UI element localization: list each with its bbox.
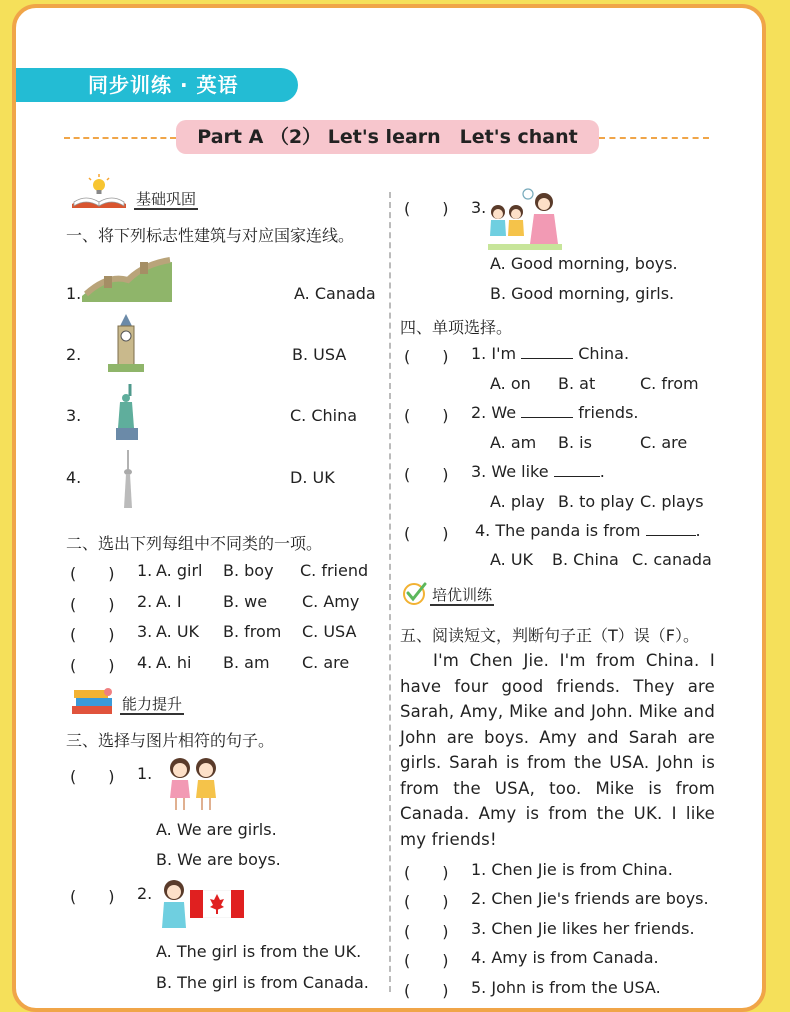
q3-item-1-b: B. We are boys. xyxy=(156,850,281,869)
q4-item-1-blank[interactable] xyxy=(521,344,573,359)
q5-item-4-text: 4. Amy is from Canada. xyxy=(471,948,659,967)
q2-item-4-num: 4. xyxy=(137,653,153,672)
section-excellent-label: 培优训练 xyxy=(432,586,493,604)
q4-item-2-b: B. is xyxy=(558,433,592,452)
q3-item-3-paren[interactable]: ( ) xyxy=(404,199,449,218)
statue-of-liberty-icon xyxy=(114,382,140,440)
q3-item-2-b: B. The girl is from Canada. xyxy=(156,973,369,992)
q4-item-4-stem: 4. The panda is from . xyxy=(475,521,701,540)
q5-item-3-paren[interactable]: ( ) xyxy=(404,922,449,941)
q5-item-1-text: 1. Chen Jie is from China. xyxy=(471,860,673,879)
big-ben-icon xyxy=(108,314,144,372)
q1-item-4-country: D. UK xyxy=(290,468,335,487)
q3-title: 三、选择与图片相符的句子。 xyxy=(66,731,275,750)
q2-item-1-a: A. girl xyxy=(156,561,203,580)
q4-item-2-c: C. are xyxy=(640,433,688,452)
two-girls-icon xyxy=(162,754,224,814)
q5-item-5-paren[interactable]: ( ) xyxy=(404,981,449,1000)
canada-flag-icon xyxy=(190,890,244,918)
q5-item-4-paren[interactable]: ( ) xyxy=(404,951,449,970)
q4-item-3-b: B. to play xyxy=(558,492,635,511)
q3-item-3-b: B. Good morning, girls. xyxy=(490,284,675,303)
q4-item-4-b: B. China xyxy=(552,550,619,569)
books-icon xyxy=(70,686,116,716)
cn-tower-icon xyxy=(118,450,138,508)
q2-item-1-b: B. boy xyxy=(223,561,274,580)
q2-item-3-a: A. UK xyxy=(156,622,200,641)
q1-item-3-num: 3. xyxy=(66,406,82,425)
q4-item-3-a: A. play xyxy=(490,492,545,511)
q4-item-1-a: A. on xyxy=(490,374,531,393)
q4-item-3-c: C. plays xyxy=(640,492,704,511)
q2-item-1-c: C. friend xyxy=(300,561,369,580)
q3-item-1-num: 1. xyxy=(137,764,153,783)
q4-title: 四、单项选择。 xyxy=(400,318,513,337)
q4-item-4-c: C. canada xyxy=(632,550,712,569)
reading-passage: I'm Chen Jie. I'm from China. I have four good friends. They are Sarah, Amy, Mike and John. Mike and John are boys. Amy and Sarah are girls. Sarah is from the USA. John is from the USA, too. Mike is from Canada. Amy is from the UK. I like my friends! xyxy=(400,651,715,849)
q1-item-3-country: C. China xyxy=(290,406,358,425)
q5-item-3-text: 3. Chen Jie likes her friends. xyxy=(471,919,695,938)
q2-item-1-paren[interactable]: ( ) xyxy=(70,564,115,583)
q3-item-3-a: A. Good morning, boys. xyxy=(490,254,678,273)
q2-item-3-b: B. from xyxy=(223,622,282,641)
q4-item-4-blank[interactable] xyxy=(646,521,696,536)
page-header-title: 同步训练 · 英语 xyxy=(16,68,298,102)
q5-item-2-paren[interactable]: ( ) xyxy=(404,892,449,911)
q1-item-4-num: 4. xyxy=(66,468,82,487)
title-dash-left xyxy=(64,137,176,139)
q2-item-3-c: C. USA xyxy=(302,622,357,641)
q4-item-3-stem: 3. We like . xyxy=(471,462,605,481)
q1-title: 一、将下列标志性建筑与对应国家连线。 xyxy=(66,226,355,245)
q2-item-1-num: 1. xyxy=(137,561,153,580)
q5-item-1-paren[interactable]: ( ) xyxy=(404,863,449,882)
q2-item-4-c: C. are xyxy=(302,653,350,672)
q4-item-1-b: B. at xyxy=(558,374,596,393)
q4-item-1-c: C. from xyxy=(640,374,699,393)
q2-item-3-num: 3. xyxy=(137,622,153,641)
q5-item-5-text: 5. John is from the USA. xyxy=(471,978,661,997)
part-title: Part A （2） Let's learn Let's chant xyxy=(176,120,599,154)
q4-item-2-stem: 2. We friends. xyxy=(471,403,639,422)
q4-item-1-stem: 1. I'm China. xyxy=(471,344,630,363)
q3-item-1-paren[interactable]: ( ) xyxy=(70,767,115,786)
q2-item-2-paren[interactable]: ( ) xyxy=(70,595,115,614)
title-dash-right xyxy=(599,137,709,139)
book-lightbulb-icon xyxy=(68,174,130,210)
q2-item-4-paren[interactable]: ( ) xyxy=(70,656,115,675)
q2-item-2-b: B. we xyxy=(223,592,268,611)
checkmark-icon xyxy=(402,580,428,606)
q4-item-3-paren[interactable]: ( ) xyxy=(404,465,449,484)
q2-item-4-a: A. hi xyxy=(156,653,192,672)
q3-item-2-a: A. The girl is from the UK. xyxy=(156,942,362,961)
q4-item-3-blank[interactable] xyxy=(554,462,600,477)
teacher-and-girls-icon xyxy=(488,188,562,250)
q3-item-2-num: 2. xyxy=(137,884,153,903)
section-ability-label: 能力提升 xyxy=(122,695,183,713)
q5-title: 五、阅读短文，判断句子正（T）误（F）。 xyxy=(400,626,699,645)
q2-item-3-paren[interactable]: ( ) xyxy=(70,625,115,644)
girl-icon xyxy=(158,878,190,934)
section-basic-label: 基础巩固 xyxy=(136,190,197,208)
great-wall-icon xyxy=(82,254,172,302)
q4-item-4-a: A. UK xyxy=(490,550,534,569)
q4-item-2-blank[interactable] xyxy=(521,403,573,418)
q3-item-3-num: 3. xyxy=(471,198,487,217)
worksheet-page xyxy=(12,4,766,1012)
q2-item-2-c: C. Amy xyxy=(302,592,360,611)
q4-item-1-paren[interactable]: ( ) xyxy=(404,347,449,366)
q4-item-4-paren[interactable]: ( ) xyxy=(404,524,449,543)
column-divider xyxy=(389,192,391,992)
q3-item-1-a: A. We are girls. xyxy=(156,820,277,839)
q4-item-2-a: A. am xyxy=(490,433,537,452)
q2-item-2-num: 2. xyxy=(137,592,153,611)
q5-item-2-text: 2. Chen Jie's friends are boys. xyxy=(471,889,709,908)
q3-item-2-paren[interactable]: ( ) xyxy=(70,887,115,906)
q2-item-4-b: B. am xyxy=(223,653,270,672)
q1-item-1-country: A. Canada xyxy=(294,284,376,303)
q4-item-2-paren[interactable]: ( ) xyxy=(404,406,449,425)
q2-title: 二、选出下列每组中不同类的一项。 xyxy=(66,534,323,553)
q2-item-2-a: A. I xyxy=(156,592,182,611)
q1-item-1-num: 1. xyxy=(66,284,82,303)
q1-item-2-num: 2. xyxy=(66,345,82,364)
q1-item-2-country: B. USA xyxy=(292,345,347,364)
